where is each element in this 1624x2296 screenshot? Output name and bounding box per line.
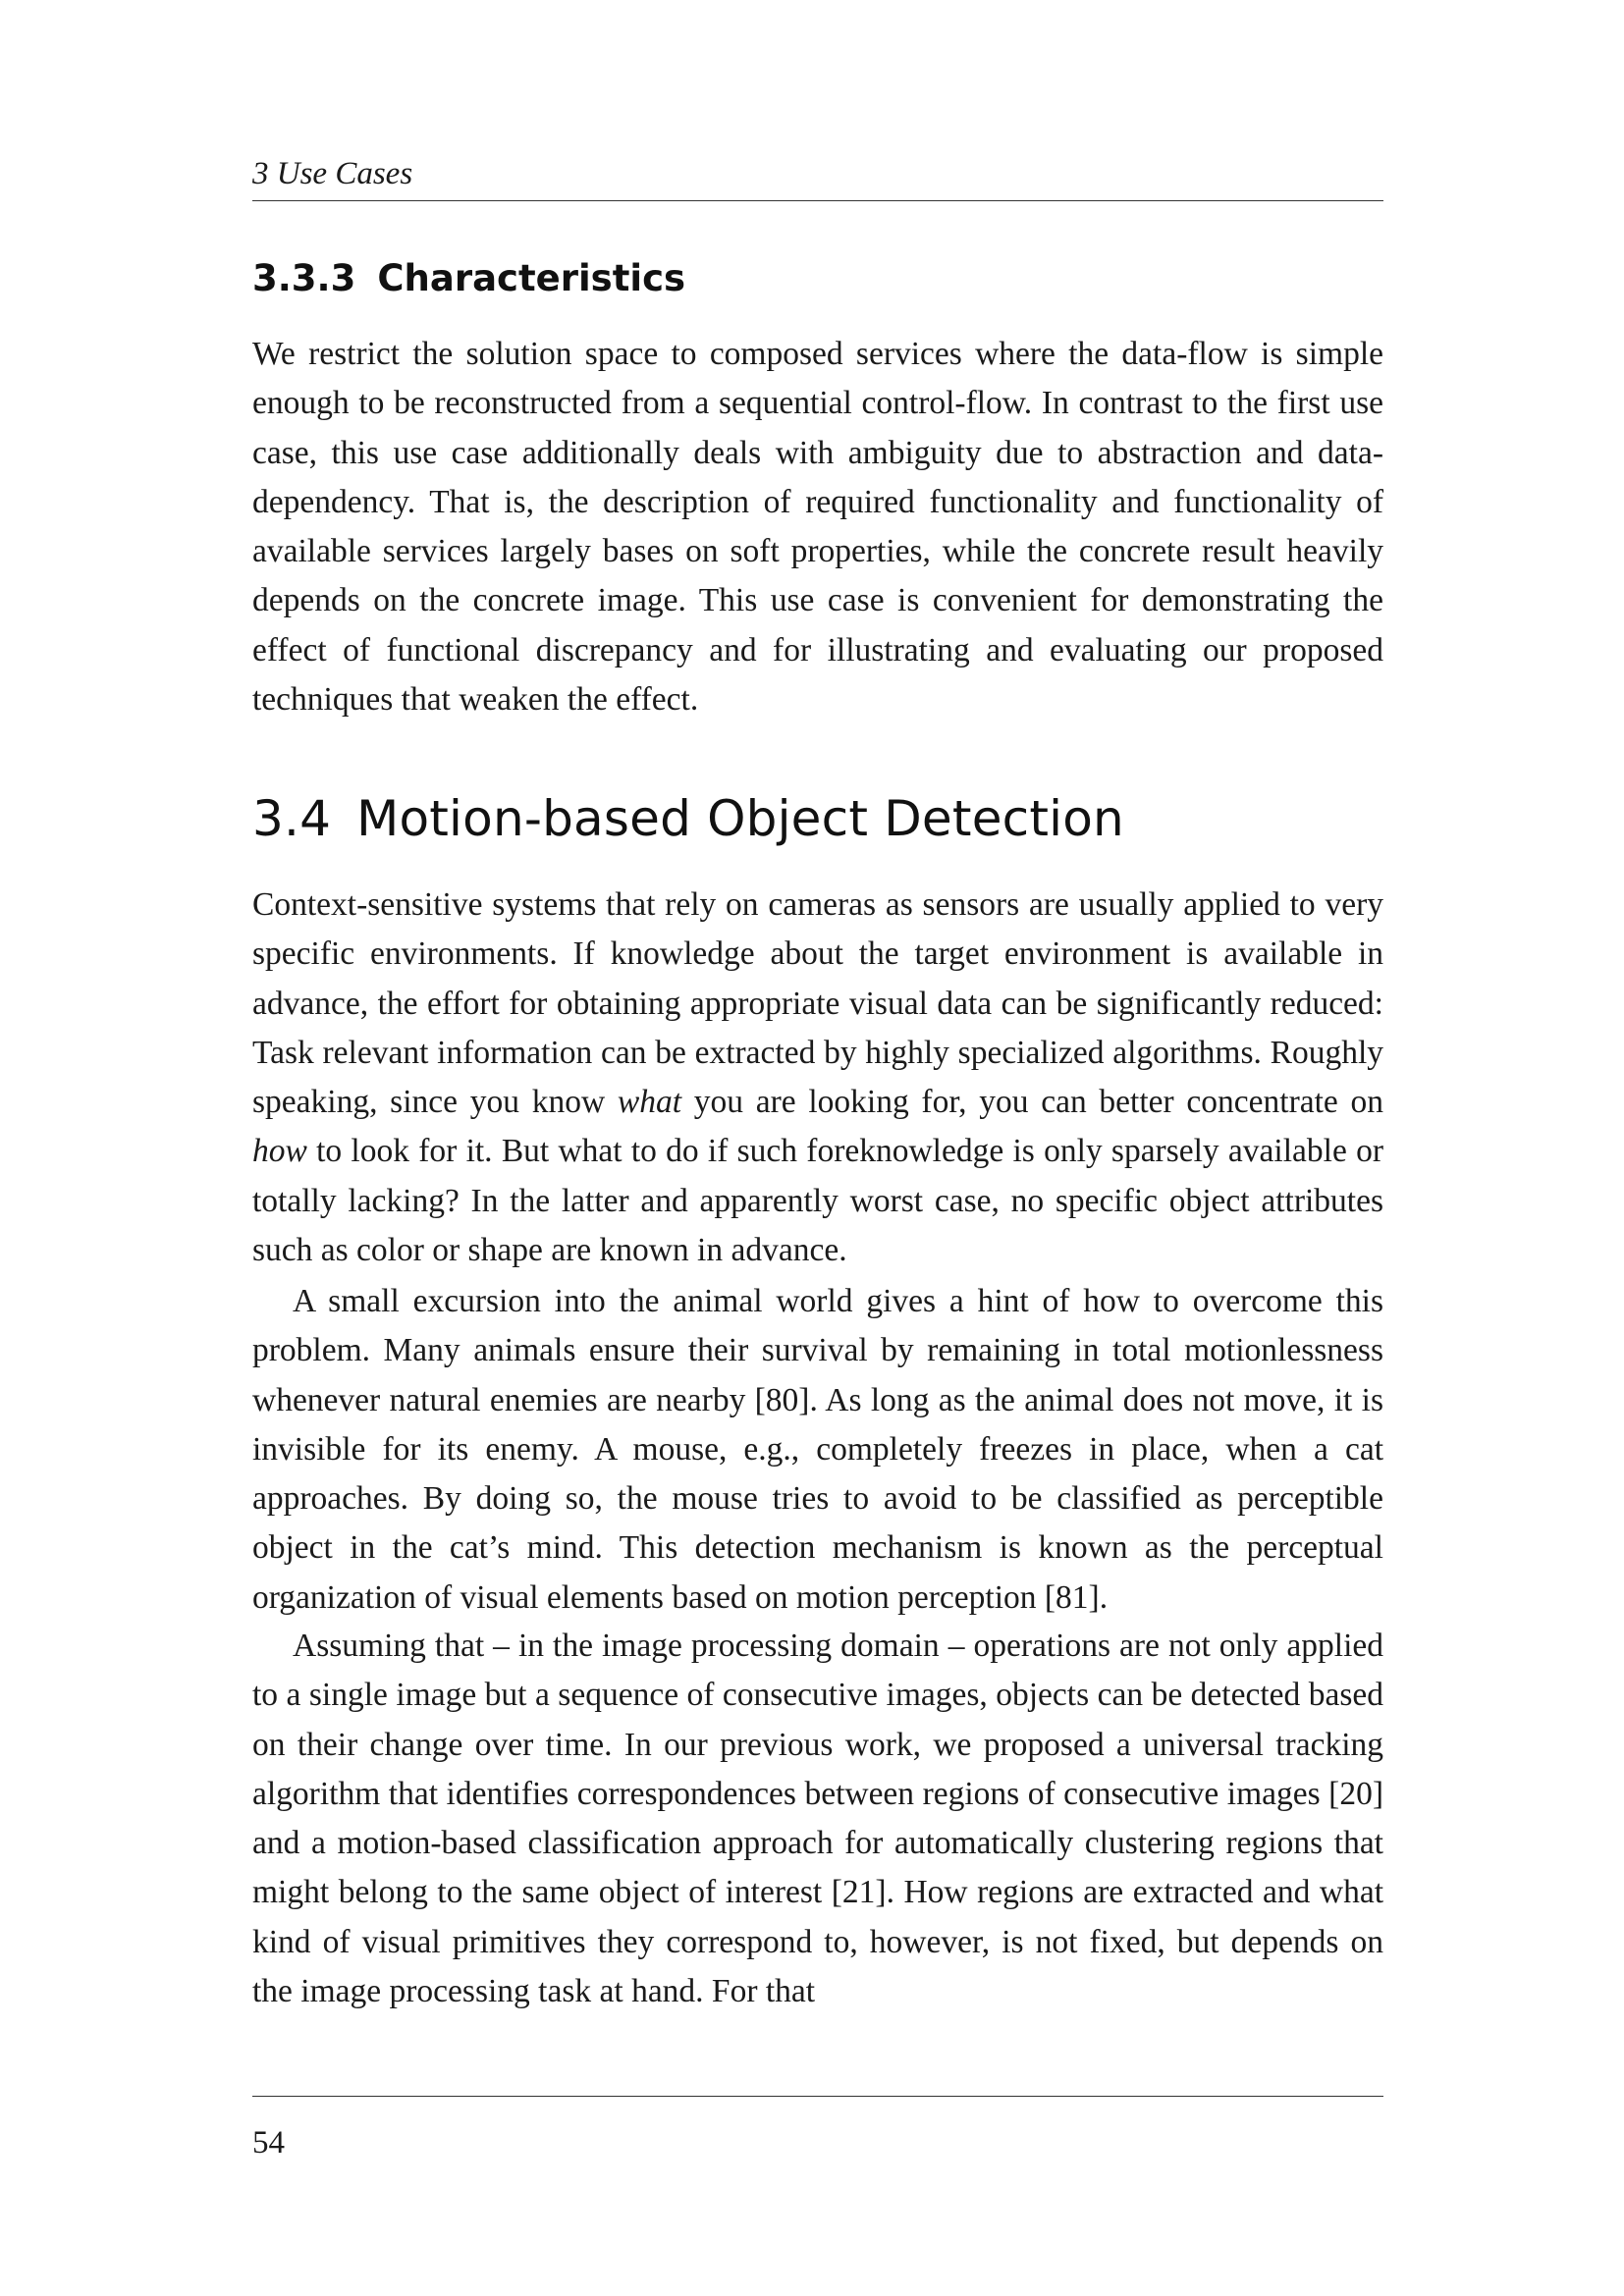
section-heading: [252, 784, 1124, 853]
subsection-heading: [252, 253, 685, 304]
subsection-number: 3.3.3: [252, 257, 356, 299]
motion-paragraph-2: A small excursion into the animal world gives a hint of how to overcome this problem. Many animals ensure their survival by remaining in total motionlessness whenever natural enemies are nearby [80]. As long as the animal does not move, it is invisible for its enemy. A mouse, e.g., completely freezes in place, when a cat approaches. By doing so, the mouse tries to avoid to be classified as perceptible object in the cat’s mind. This detection mechanism is known as the perceptual organization of visual elements based on motion perception [81].: [252, 1283, 1383, 1616]
document-page: [252, 0, 1383, 2296]
subsection-title: Characteristics: [377, 257, 686, 299]
page-number: 54: [252, 2125, 285, 2161]
footer-rule: [252, 2096, 1383, 2097]
para1-emphasis-how: how: [252, 1133, 307, 1170]
characteristics-paragraph: We restrict the solution space to composed services where the data-flow is simple enough to be reconstructed from a sequential control-flow. In contrast to the first use case, this use case additionally deals with ambiguity due to abstraction and data-dependency. That is, the description of required functionality and functionality of available services largely bases on soft properties, while the concrete result heavily depends on the concrete image. This use case is convenient for demonstrating the effect of functional discrepancy and for illustrating and evaluating our proposed techniques that weaken the effect.: [252, 336, 1383, 719]
section-number: 3.4: [252, 790, 332, 847]
running-head: 3 Use Cases: [252, 156, 413, 191]
section-title: Motion-based Object Detection: [356, 790, 1124, 847]
header-rule: [252, 200, 1383, 201]
para1-text-a: Context-sensitive systems that rely on cameras as sensors are usually applied to very specific environments. If knowledge about the target environment is available in advance, the effort for obtaining appropriate visual data can be significantly reduced: Task relevant information can be extracted by highly specialized algorithms. Roughly speaking, since you know: [252, 886, 1383, 1121]
motion-paragraph-3: Assuming that – in the image processing domain – operations are not only applied to a single image but a sequence of consecutive images, objects can be detected based on their change over time. In our previous work, we proposed a universal tracking algorithm that identifies correspondences between regions of consecutive images [20] and a motion-based classification approach for automatically clustering regions that might belong to the same object of interest [21]. How regions are extracted and what kind of visual primitives they correspond to, however, is not fixed, but depends on the image processing task at hand. For that: [252, 1628, 1383, 2010]
motion-paragraph-1: [252, 881, 1383, 1275]
para1-text-c: to look for it. But what to do if such foreknowledge is only sparsely available or totally lacking? In the latter and apparently worst case, no specific object attributes such as color or shape are known in advance.: [252, 1133, 1383, 1269]
para1-text-b: you are looking for, you can better concentrate on: [681, 1084, 1383, 1121]
para1-emphasis-what: what: [617, 1084, 682, 1121]
